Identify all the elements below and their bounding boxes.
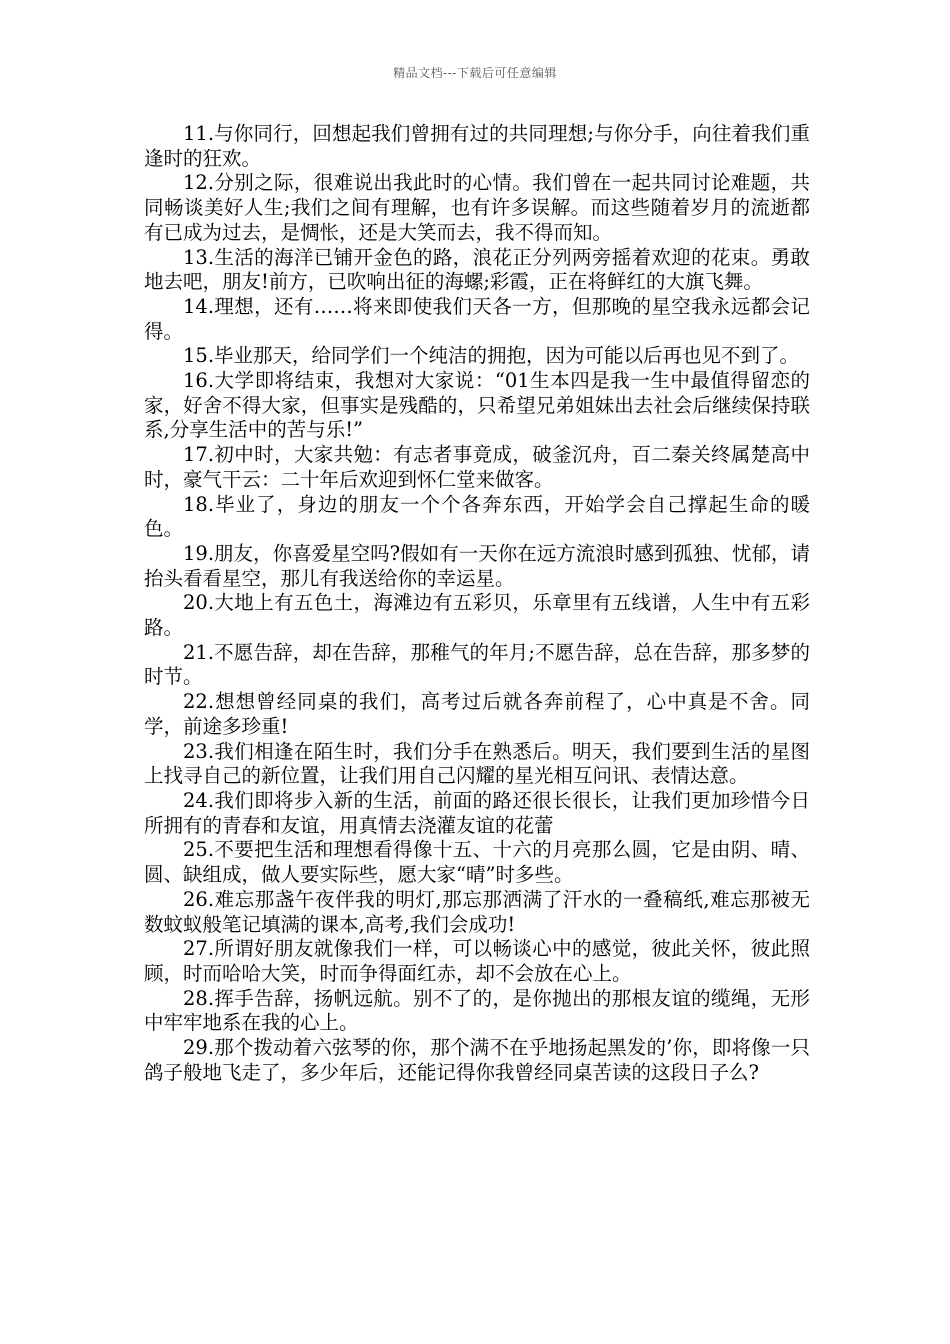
document-body xyxy=(144,122,810,1085)
page-header: 精品文档---下载后可任意编辑 xyxy=(393,66,557,80)
paragraph-16: 16.大学即将结束，我想对大家说：“01生本四是我一生中最值得留恋的家，好舍不得大家，但事实是残酷的，只希望兄弟姐妹出去社会后继续保持联系,分享生活中的苦与乐!” xyxy=(144,369,810,442)
paragraph-27: 27.所谓好朋友就像我们一样，可以畅谈心中的感觉，彼此关怀，彼此照顾，时而哈哈大笑，时而争得面红赤，却不会放在心上。 xyxy=(144,937,810,985)
paragraph-29: 29.那个拨动着六弦琴的你，那个满不在乎地扬起黑发的’你，即将像一只鸽子般地飞走了，多少年后，还能记得你我曾经同桌苦读的这段日子么? xyxy=(144,1036,810,1084)
paragraph-15: 15.毕业那天，给同学们一个纯洁的拥抱，因为可能以后再也见不到了。 xyxy=(183,344,800,368)
paragraph-17: 17.初中时，大家共勉：有志者事竟成，破釜沉舟，百二秦关终属楚高中时，豪气干云：二十年后欢迎到怀仁堂来做客。 xyxy=(144,443,810,491)
paragraph-21: 21.不愿告辞，却在告辞，那稚气的年月;不愿告辞，总在告辞，那多梦的时节。 xyxy=(144,640,810,689)
paragraph-18: 18.毕业了，身边的朋友一个个各奔东西，开始学会自己撑起生命的暖色。 xyxy=(144,492,810,541)
paragraph-11: 11.与你同行，回想起我们曾拥有过的共同理想;与你分手，向往着我们重逢时的狂欢。 xyxy=(144,122,810,170)
paragraph-24: 24.我们即将步入新的生活，前面的路还很长很长，让我们更加珍惜今日所拥有的青春和友谊，用真情去浇灌友谊的花蕾 xyxy=(144,788,810,837)
paragraph-12: 12.分别之际，很难说出我此时的心情。我们曾在一起共同讨论难题，共同畅谈美好人生;我们之间有理解，也有许多误解。而这些随着岁月的流逝都有已成为过去，是惆怅，还是大笑而去，我不得而知。 xyxy=(144,171,810,244)
paragraph-22: 22.想想曾经同桌的我们，高考过后就各奔前程了，心中真是不舍。同学，前途多珍重! xyxy=(144,690,810,738)
paragraph-26: 26.难忘那盏午夜伴我的明灯,那忘那洒满了汗水的一叠稿纸,难忘那被无数蚊蚁般笔记填满的课本,高考,我们会成功! xyxy=(144,887,810,936)
paragraph-13: 13.生活的海洋已铺开金色的路，浪花正分列两旁摇着欢迎的花束。勇敢地去吧，朋友!前方，已吹响出征的海螺;彩霞，正在将鲜红的大旗飞舞。 xyxy=(144,245,810,294)
paragraph-25: 25.不要把生活和理想看得像十五、十六的月亮那么圆，它是由阴、晴、圆、缺组成，做人要实际些，愿大家“晴”时多些。 xyxy=(144,838,810,887)
paragraph-19: 19.朋友，你喜爱星空吗?假如有一天你在远方流浪时感到孤独、忧郁，请抬头看看星空，那儿有我送给你的幸运星。 xyxy=(144,541,810,590)
paragraph-14: 14.理想，还有……将来即使我们天各一方，但那晚的星空我永远都会记得。 xyxy=(144,294,810,343)
paragraph-20: 20.大地上有五色土，海滩边有五彩贝，乐章里有五线谱，人生中有五彩路。 xyxy=(144,591,810,640)
paragraph-23: 23.我们相逢在陌生时，我们分手在熟悉后。明天，我们要到生活的星图上找寻自己的新位置，让我们用自己闪耀的星光相互问讯、表情达意。 xyxy=(144,739,810,788)
paragraph-28: 28.挥手告辞，扬帆远航。别不了的，是你抛出的那根友谊的缆绳，无形中牢牢地系在我的心上。 xyxy=(144,986,810,1035)
